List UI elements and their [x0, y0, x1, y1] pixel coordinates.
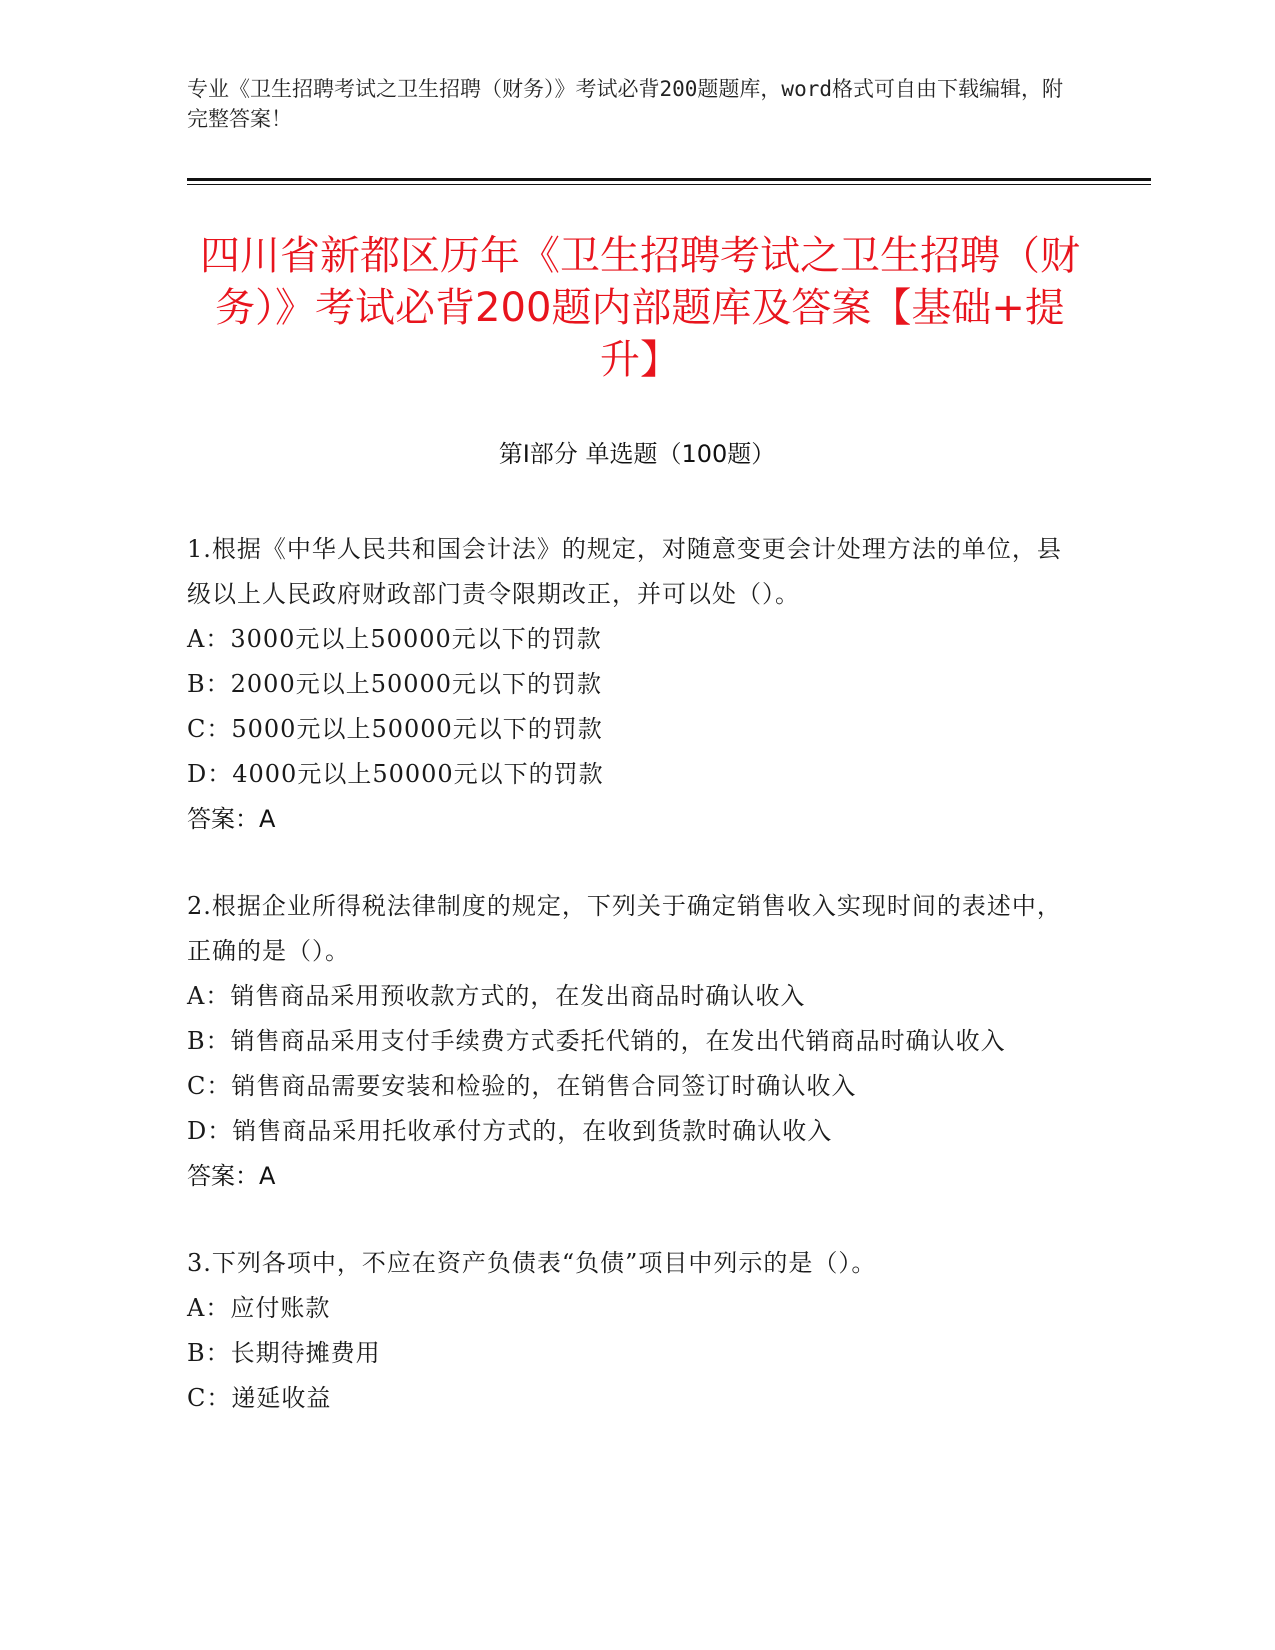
question-stem: 1.根据《中华人民共和国会计法》的规定，对随意变更会计处理方法的单位，县级以上人民政府财政部门责令限期改正，并可以处（）。 [187, 535, 1062, 608]
header-note: 专业《卫生招聘考试之卫生招聘（财务）》考试必背200题题库，word格式可自由下载编辑，附完整答案！ [187, 77, 1063, 131]
question-2 [187, 884, 1067, 1199]
question-stem: 2.根据企业所得税法律制度的规定，下列关于确定销售收入实现时间的表述中，正确的是（）。 [187, 892, 1062, 965]
option-b: B：销售商品采用支付手续费方式委托代销的，在发出代销商品时确认收入 [187, 1027, 1006, 1055]
option-c: C：递延收益 [187, 1384, 332, 1412]
question-1 [187, 527, 1067, 842]
option-d: D：4000元以上50000元以下的罚款 [187, 760, 604, 788]
question-list [187, 527, 1067, 1463]
header-divider-thick [187, 178, 1151, 181]
option-a: A：销售商品采用预收款方式的，在发出商品时确认收入 [187, 982, 806, 1010]
option-c: C：5000元以上50000元以下的罚款 [187, 715, 603, 743]
section-title: 第Ⅰ部分 单选题（100题） [498, 440, 776, 468]
answer: 答案：A [187, 805, 276, 833]
option-a: A：应付账款 [187, 1294, 331, 1322]
question-3 [187, 1241, 1067, 1421]
option-c: C：销售商品需要安装和检验的，在销售合同签订时确认收入 [187, 1072, 857, 1100]
question-stem: 3.下列各项中，不应在资产负债表“负债”项目中列示的是（）。 [187, 1249, 877, 1277]
option-b: B：2000元以上50000元以下的罚款 [187, 670, 603, 698]
answer: 答案：A [187, 1162, 276, 1190]
header-divider-thin [187, 184, 1151, 185]
option-a: A：3000元以上50000元以下的罚款 [187, 625, 602, 653]
option-d: D：销售商品采用托收承付方式的，在收到货款时确认收入 [187, 1117, 833, 1145]
document-title: 四川省新都区历年《卫生招聘考试之卫生招聘（财务）》考试必背200题内部题库及答案【基础+提升】 [200, 233, 1080, 383]
option-b: B：长期待摊费用 [187, 1339, 381, 1367]
